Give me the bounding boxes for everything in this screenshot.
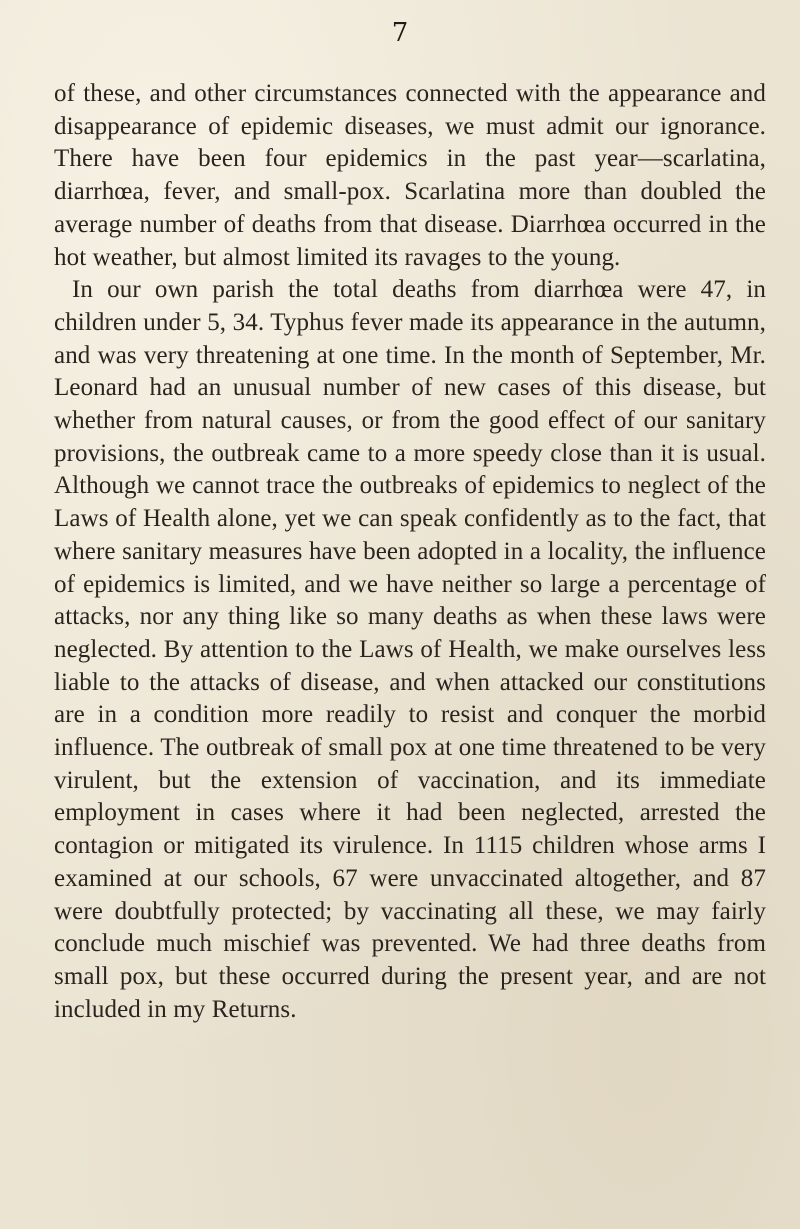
body-text xyxy=(54,78,766,1026)
paragraph-1: of these, and other circumstances connected with the appearance and disappearance of epidemic diseases, we must admit our ignorance. There have been four epidemics in the past year—scarlatina, diarrhœa, fever, and small-pox. Scarlatina more than doubled the average number of deaths from that disease. Diarrhœa occurred in the hot weather, but almost limited its ravages to the young. xyxy=(54,80,766,271)
page-number: 7 xyxy=(391,18,409,48)
paragraph-2: In our own parish the total deaths from diarrhœa were 47, in children under 5, 34. Typhus fever made its appearance in the autumn, and was very threatening at one time. In the month of September, Mr. Leonard had an unusual number of new cases of this disease, but whether from natural causes, or from the good effect of our sanitary provisions, the outbreak came to a more speedy close than it is usual. Although we cannot trace the outbreaks of epidemics to neglect of the Laws of Health alone, yet we can speak confidently as to the fact, that where sanitary measures have been adopted in a locality, the influence of epidemics is limited, and we have neither so large a percentage of attacks, nor any thing like so many deaths as when these laws were neglected. By attention to the Laws of Health, we make ourselves less liable to the attacks of disease, and when attacked our constitutions are in a condition more readily to resist and conquer the morbid influence. The outbreak of small pox at one time threatened to be very virulent, but the extension of vaccination, and its immediate employment in cases where it had been neglected, arrested the contagion or mitigated its virulence. In 1115 children whose arms I examined at our schools, 67 were unvaccinated altogether, and 87 were doubtfully protected; by vaccinating all these, we may fairly conclude much mischief was prevented. We had three deaths from small pox, but these occurred during the present year, and are not included in my Returns. xyxy=(54,276,766,1023)
